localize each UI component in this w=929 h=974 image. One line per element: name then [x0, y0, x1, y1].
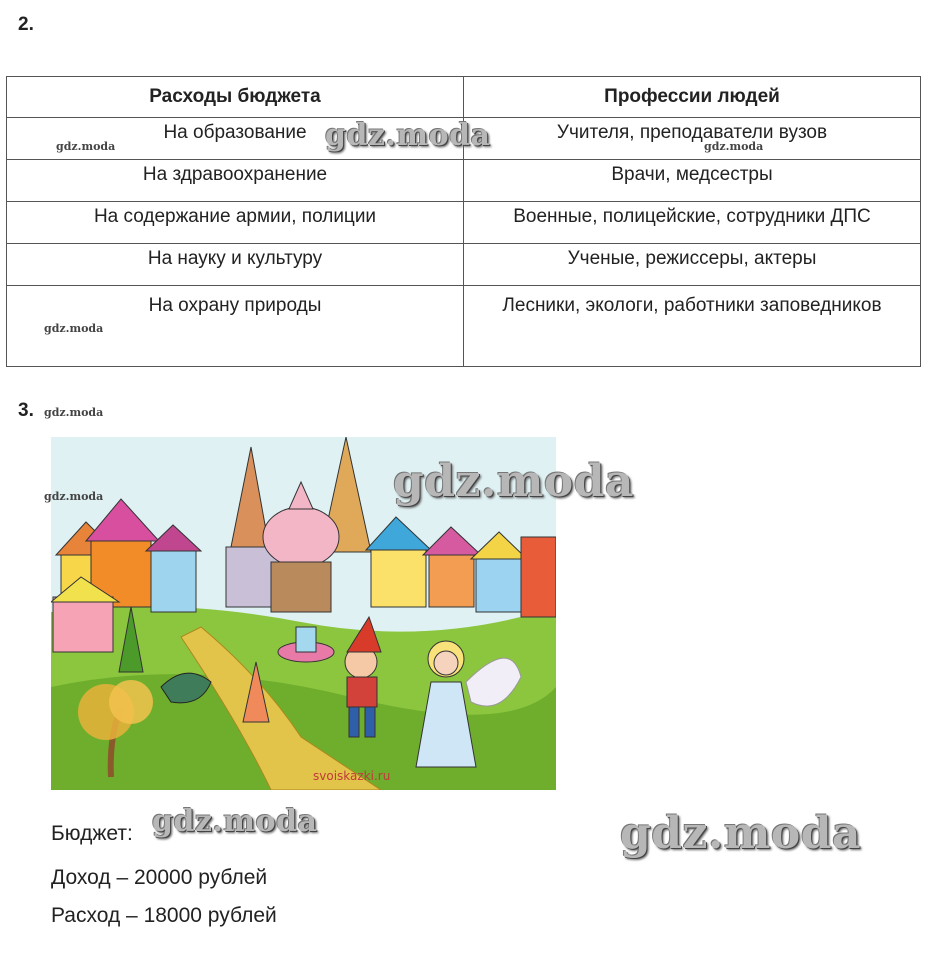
- table-row: [7, 118, 921, 160]
- watermark: gdz.moda: [56, 140, 116, 153]
- header-professions: Профессии людей: [464, 77, 921, 118]
- watermark: gdz.moda: [620, 808, 862, 859]
- profession-cell: Военные, полицейские, сотрудники ДПС: [464, 202, 921, 244]
- expense-line: Расход – 18000 рублей: [51, 904, 277, 927]
- table-row: [7, 286, 921, 367]
- header-expenses: Расходы бюджета: [7, 77, 464, 118]
- expense-cell: На науку и культуру: [7, 244, 464, 286]
- watermark: gdz.moda: [152, 804, 318, 839]
- watermark: gdz.moda: [393, 456, 635, 507]
- budget-table: [6, 76, 921, 367]
- illustration-caption: svoiskazki.ru: [313, 769, 391, 783]
- expense-cell: На здравоохранение: [7, 160, 464, 202]
- profession-cell: Лесники, экологи, работники заповедников: [464, 286, 921, 367]
- table-row: [7, 244, 921, 286]
- profession-cell: Врачи, медсестры: [464, 160, 921, 202]
- fairytale-town-illustration: [51, 437, 556, 790]
- profession-cell: Ученые, режиссеры, актеры: [464, 244, 921, 286]
- expense-cell: На образование: [7, 118, 464, 160]
- table-row: [7, 160, 921, 202]
- task-2-number: 2.: [18, 14, 34, 35]
- task-3-number: 3.: [18, 400, 34, 421]
- table-row: [7, 202, 921, 244]
- watermark: gdz.moda: [44, 322, 104, 335]
- table-header-row: [7, 77, 921, 118]
- watermark: gdz.moda: [44, 406, 104, 419]
- watermark: gdz.moda: [44, 490, 104, 503]
- budget-label: Бюджет:: [51, 822, 133, 845]
- expense-cell: На охрану природы: [7, 286, 464, 367]
- profession-cell: Учителя, преподаватели вузов: [464, 118, 921, 160]
- watermark: gdz.moda: [704, 140, 764, 153]
- watermark: gdz.moda: [325, 118, 491, 153]
- expense-cell: На содержание армии, полиции: [7, 202, 464, 244]
- income-line: Доход – 20000 рублей: [51, 866, 268, 889]
